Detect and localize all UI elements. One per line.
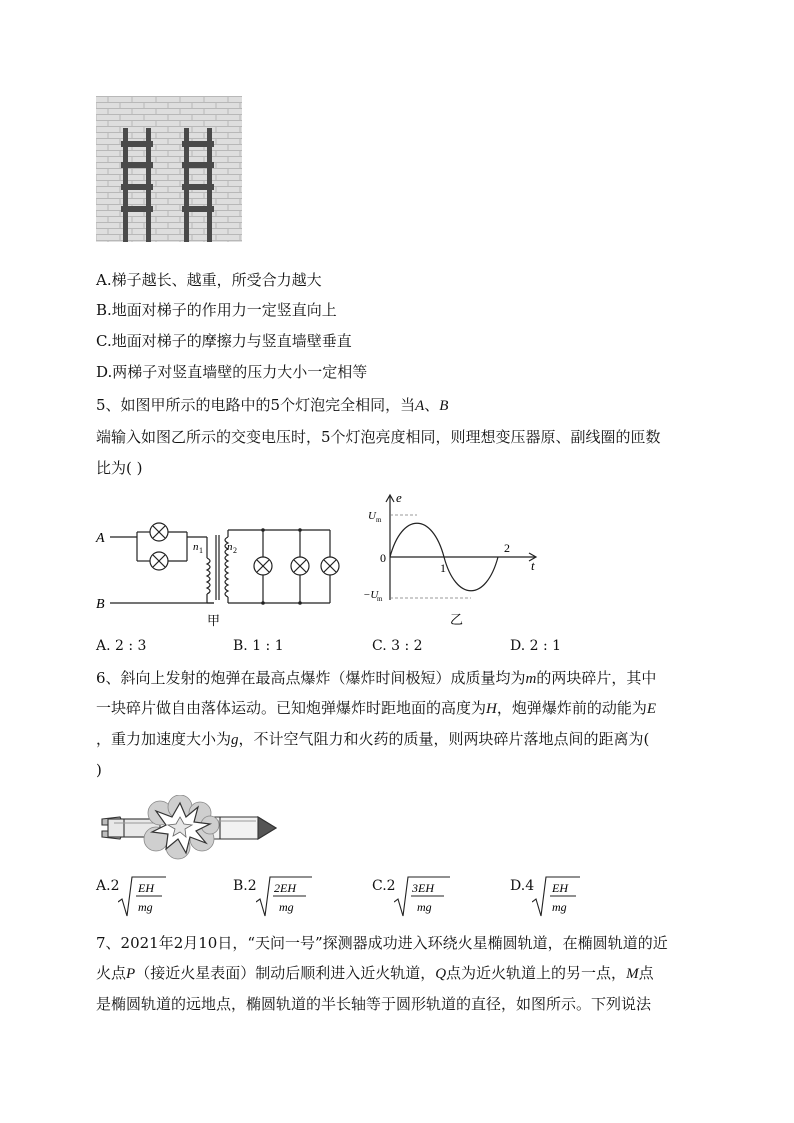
q4-option-a: A.梯子越长、越重，所受合力越大 xyxy=(96,271,322,289)
sqrt-icon xyxy=(394,874,450,920)
q4-option-c: C.地面对梯子的摩擦力与竖直墙壁垂直 xyxy=(96,332,352,350)
tick-one-label: 1 xyxy=(440,561,446,575)
q6-line-2: 一块碎片做自由落体运动。已知炮弹爆炸时距地面的高度为H，炮弹爆炸前的动能为E xyxy=(96,699,657,717)
terminal-b-label: B xyxy=(96,597,105,612)
n1-label: n xyxy=(193,541,199,553)
q5-line-3: 比为( ) xyxy=(96,459,143,477)
q5-line-2: 端输入如图乙所示的交变电压时，5个灯泡亮度相同，则理想变压器原、副线圈的匝数 xyxy=(96,428,661,446)
voltage-graph-yi xyxy=(360,490,550,630)
neg-um-subscript: m xyxy=(377,595,383,603)
q5-option-b: B. 1 : 1 xyxy=(233,638,284,654)
tick-two-label: 2 xyxy=(504,541,510,555)
t-axis-label: t xyxy=(531,558,535,573)
um-subscript: m xyxy=(376,516,382,524)
svg-text:mg: mg xyxy=(417,900,432,914)
origin-label: 0 xyxy=(380,551,386,565)
svg-text:mg: mg xyxy=(138,900,153,914)
svg-text:mg: mg xyxy=(552,900,567,914)
svg-text:3EH: 3EH xyxy=(412,881,434,895)
shell-explosion-figure xyxy=(98,795,280,861)
q7-line-1: 7、2021年2月10日，“天问一号”探测器成功进入环绕火星椭圆轨道，在椭圆轨道的近 xyxy=(96,934,668,952)
circuit-diagram-jia xyxy=(92,520,352,630)
q5-line-1: 5、如图甲所示的电路中的5个灯泡完全相同，当A、B xyxy=(96,396,449,414)
ladder-wall-figure xyxy=(96,96,242,242)
svg-text:EH: EH xyxy=(138,881,154,895)
figure-yi-caption: 乙 xyxy=(450,612,464,627)
q6-option-a: A.2 xyxy=(96,878,120,894)
q6-line-4: ) xyxy=(96,761,102,779)
q7-line-3: 是椭圆轨道的远地点，椭圆轨道的半长轴等于圆形轨道的直径，如图所示。下列说法 xyxy=(96,995,652,1013)
sqrt-icon xyxy=(532,874,580,920)
q4-option-d: D.两梯子对竖直墙壁的压力大小一定相等 xyxy=(96,363,368,381)
q6-option-d: D.4 xyxy=(510,878,535,894)
um-label: U xyxy=(368,510,376,522)
q7-line-2: 火点P（接近火星表面）制动后顺利进入近火轨道，Q点为近火轨道上的另一点，M点 xyxy=(96,964,654,982)
terminal-a-label: A xyxy=(96,531,105,546)
q6-option-b: B.2 xyxy=(233,878,257,894)
svg-text:mg: mg xyxy=(279,900,294,914)
q6-option-c: C.2 xyxy=(372,878,396,894)
q5-option-a: A. 2 : 3 xyxy=(96,638,147,654)
figure-jia-caption: 甲 xyxy=(207,613,221,628)
sqrt-icon xyxy=(256,874,312,920)
n1-subscript: 1 xyxy=(199,546,203,555)
neg-um-label: −U xyxy=(363,589,379,601)
sqrt-icon xyxy=(118,874,166,920)
svg-text:EH: EH xyxy=(552,881,568,895)
n2-label: n xyxy=(227,541,233,553)
svg-text:2EH: 2EH xyxy=(274,881,296,895)
q5-option-c: C. 3 : 2 xyxy=(372,638,423,654)
e-axis-label: e xyxy=(396,490,402,505)
n2-subscript: 2 xyxy=(233,546,237,555)
q6-line-3: ，重力加速度大小为g，不计空气阻力和火药的质量，则两块碎片落地点间的距离为( xyxy=(96,730,650,748)
q6-line-1: 6、斜向上发射的炮弹在最高点爆炸（爆炸时间极短）成质量均为m的两块碎片，其中 xyxy=(96,669,657,687)
q5-option-d: D. 2 : 1 xyxy=(510,638,562,654)
q4-option-b: B.地面对梯子的作用力一定竖直向上 xyxy=(96,301,337,319)
